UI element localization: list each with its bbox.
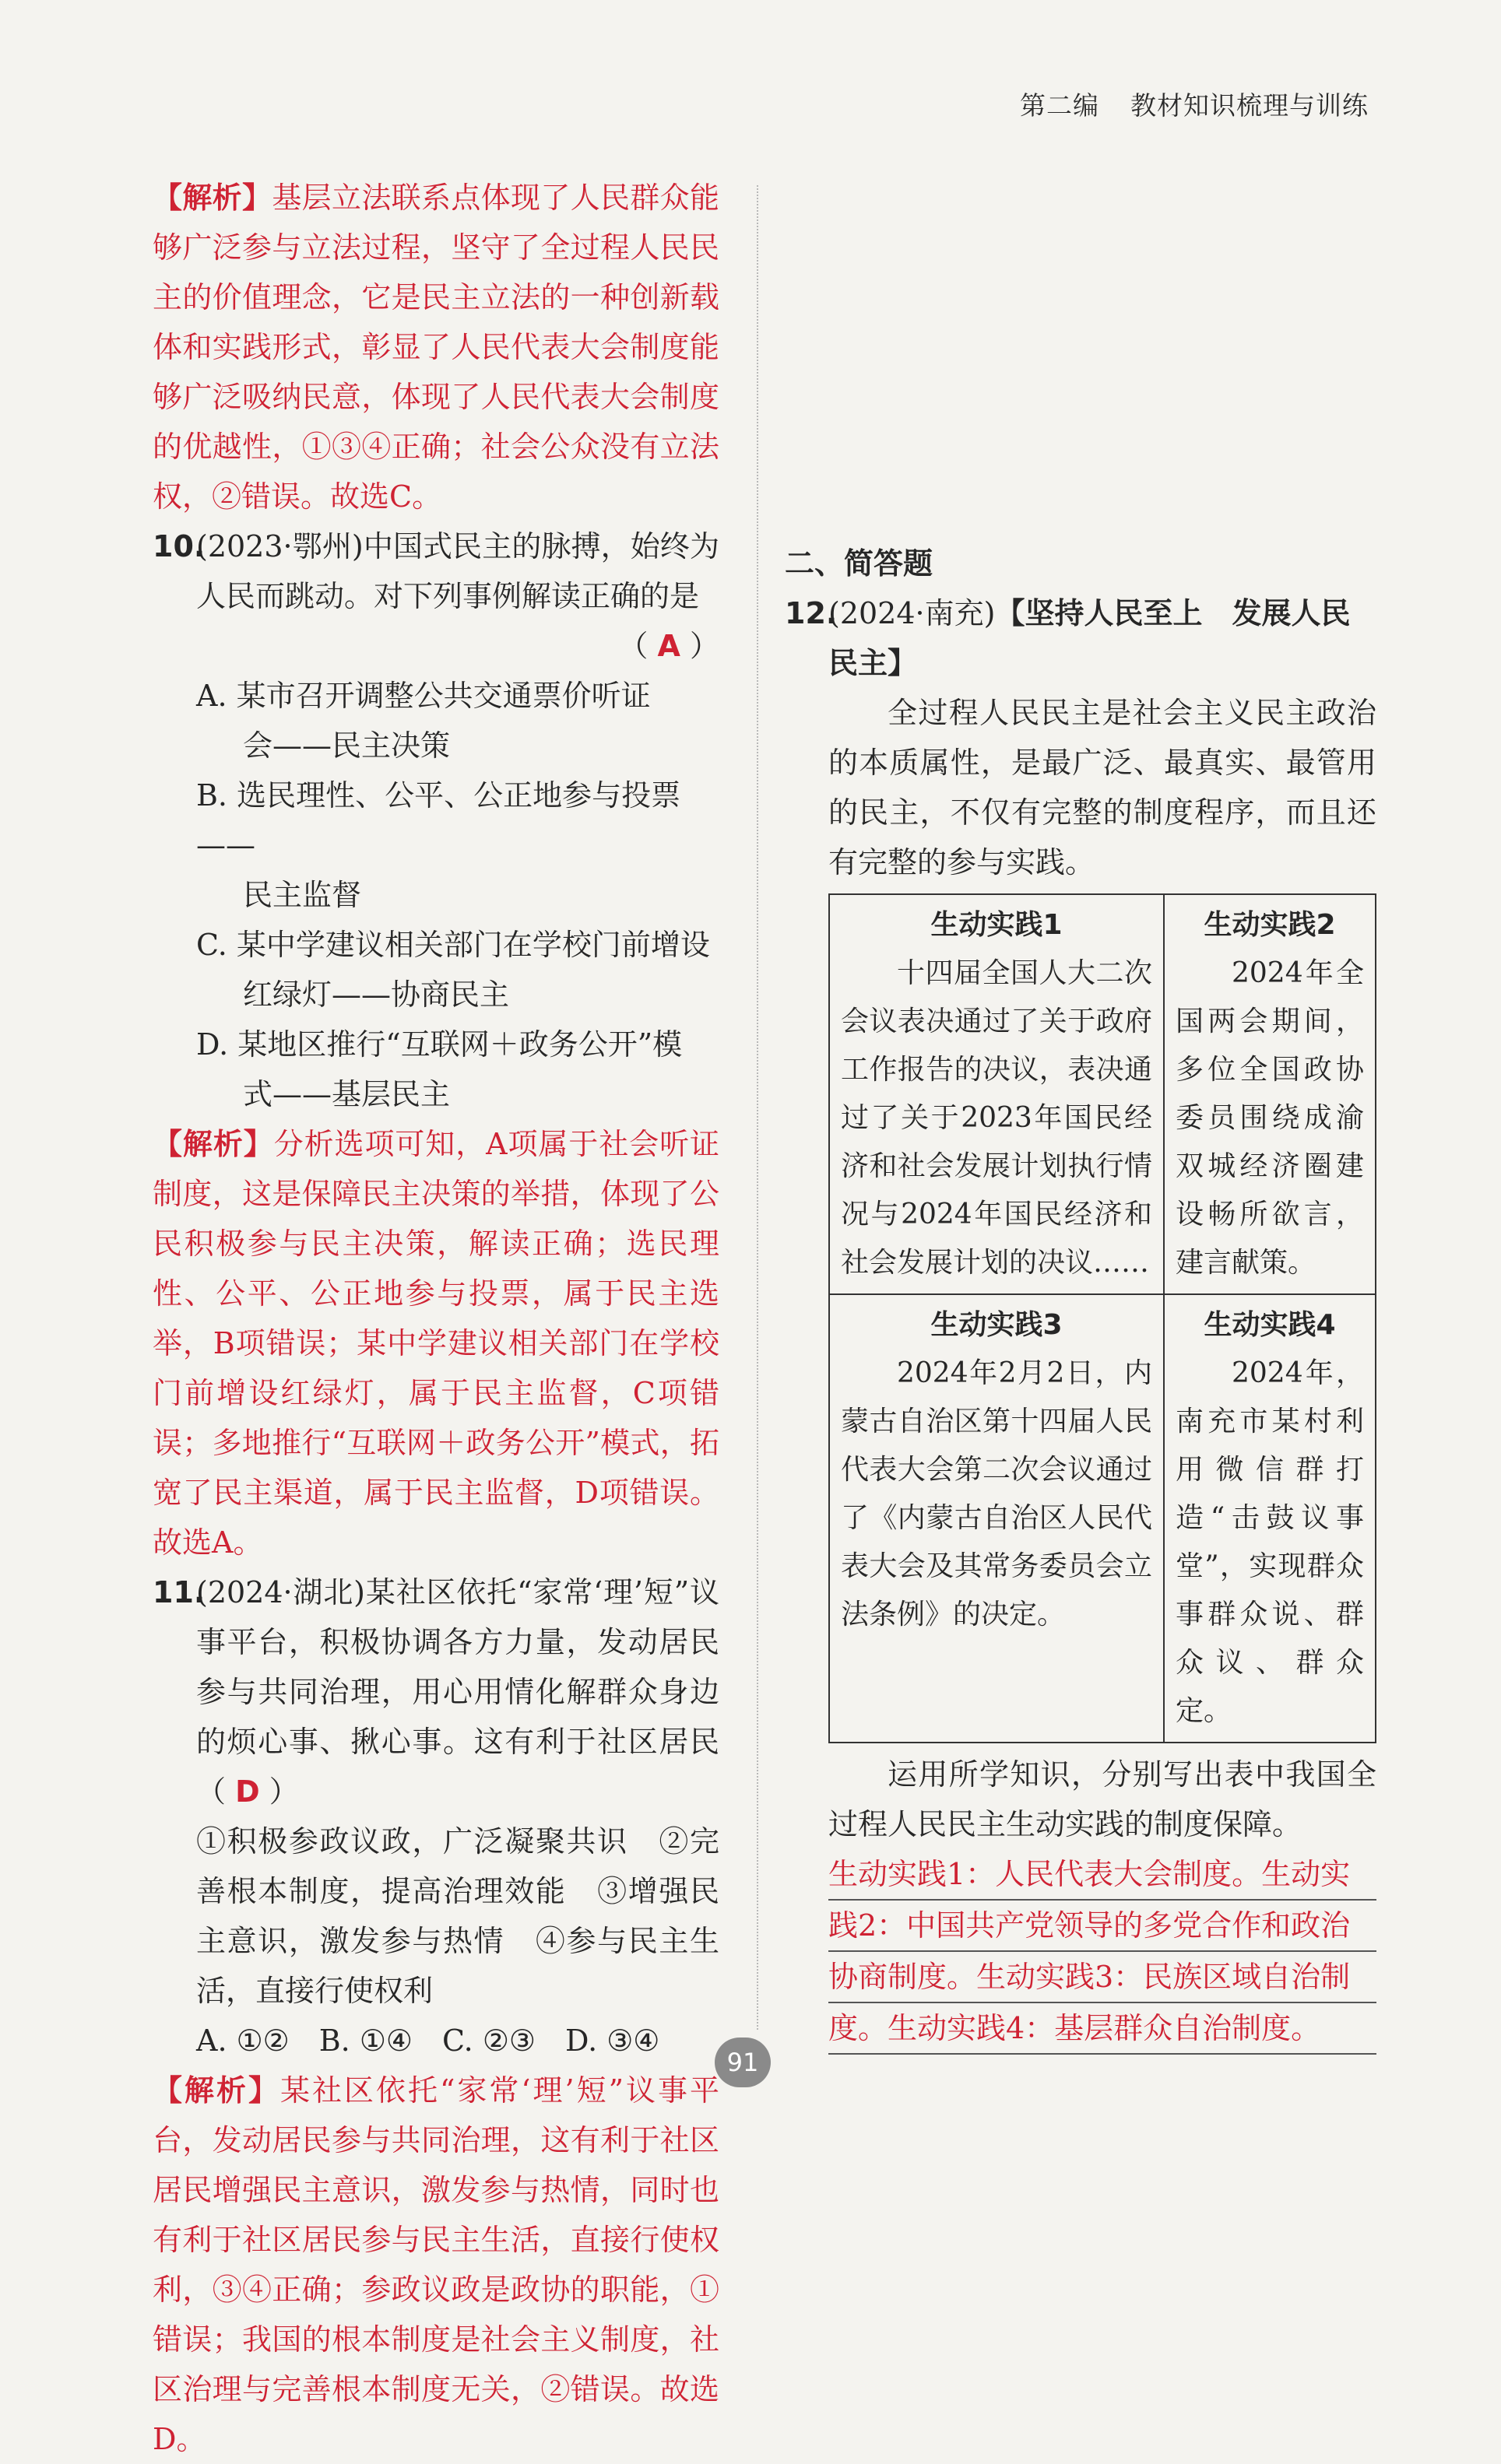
column-divider	[757, 185, 758, 2030]
q11-analysis: 【解析】某社区依托“家常‘理’短”议事平台，发动居民参与共同治理，这有利于社区居民增强民主意识，激发参与热情，同时也有利于社区居民参与民主生活，直接行使权利，③④正确；参政议政是政协的职能，①错误；我国的根本制度是社会主义制度，社区治理与完善根本制度无关，②错误。故选D。	[153, 2073, 719, 2456]
question-number: 11.	[153, 1575, 206, 1609]
q11-answer: D	[235, 1774, 260, 1809]
q10-options	[153, 671, 719, 1119]
right-column	[785, 173, 1376, 2055]
answer-line: 生动实践1：人民代表大会制度。生动实	[828, 1849, 1376, 1901]
answer-line: 协商制度。生动实践3：民族区域自治制	[828, 1952, 1376, 2003]
q12-answer	[785, 1849, 1376, 2055]
practice-cell-1: 生动实践1 十四届全国人大二次会议表决通过了关于政府工作报告的决议，表决通过了关于2023年国民经济和社会发展计划执行情况与2024年国民经济和社会发展计划的决议……	[829, 894, 1164, 1294]
table-row	[829, 1294, 1376, 1743]
option-b: B. 选民理性、公平、公正地参与投票—— 民主监督	[196, 778, 681, 912]
q11-statements: ①积极参政议政，广泛凝聚共识 ②完善根本制度，提高治理效能 ③增强民主意识，激发参与热情 ④参与民主生活，直接行使权利	[196, 1824, 719, 2008]
q12-passage: 全过程人民民主是社会主义民主政治的本质属性，是最广泛、最真实、最管用的民主，不仅有完整的制度程序，而且还有完整的参与实践。	[828, 696, 1376, 879]
q12-topic: 【坚持人民至上 发展人民民主】	[828, 596, 1351, 680]
question-11	[153, 1567, 719, 1816]
question-12	[785, 588, 1376, 688]
question-number: 10.	[153, 529, 206, 563]
q10-answer: A	[657, 629, 680, 663]
q11-stem: (2024·湖北)某社区依托“家常‘理’短”议事平台，积极协调各方力量，发动居民参与共同治理，用心用情化解群众身边的烦心事、揪心事。这有利于社区居民（ D ）	[196, 1575, 719, 1809]
q12-instruction: 运用所学知识，分别写出表中我国全过程人民民主生动实践的制度保障。	[828, 1757, 1376, 1841]
header-title: 教材知识梳理与训练	[1130, 90, 1369, 121]
answer-line: 度。生动实践4：基层群众自治制度。	[828, 2003, 1376, 2055]
option-c: C. 某中学建议相关部门在学校门前增设 红绿灯——协商民主	[196, 928, 710, 1012]
q9-analysis-text: 基层立法联系点体现了人民群众能够广泛参与立法过程，坚守了全过程人民民主的价值理念，它是民主立法的一种创新载体和实践形式，彰显了人民代表大会制度能够广泛吸纳民意，体现了人民代表大会制度的优越性，①③④正确；社会公众没有立法权，②错误。故选C。	[153, 181, 719, 514]
left-column	[153, 173, 719, 2464]
q9-analysis	[153, 173, 719, 521]
header-part: 第二编	[1020, 90, 1099, 121]
q10-analysis: 【解析】分析选项可知，A项属于社会听证制度，这是保障民主决策的举措，体现了公民积极参与民主决策，解读正确；选民理性、公平、公正地参与投票，属于民主选举，B项错误；某中学建议相关部门在学校门前增设红绿灯，属于民主监督，C项错误；多地推行“互联网＋政务公开”模式，拓宽了民主渠道，属于民主监督，D项错误。故选A。	[153, 1127, 719, 1560]
option-d: D. 某地区推行“互联网＋政务公开”模 式——基层民主	[196, 1027, 683, 1111]
option-a: A. 某市召开调整公共交通票价听证 会——民主决策	[196, 679, 651, 763]
answer-line: 践2：中国共产党领导的多党合作和政治	[828, 1901, 1376, 1952]
analysis-tag: 【解析】	[153, 181, 272, 215]
q10-stem: (2023·鄂州)中国式民主的脉搏，始终为人民而跳动。对下列事例解读正确的是	[196, 529, 719, 613]
question-number: 12.	[785, 596, 838, 630]
question-10	[153, 521, 719, 671]
q11-analysis-continuation-space	[785, 173, 1376, 539]
q12-source: (2024·南充)	[828, 596, 996, 630]
table-row	[829, 894, 1376, 1294]
analysis-tag: 【解析】	[153, 1127, 274, 1161]
practice-cell-4: 生动实践4 2024年，南充市某村利用微信群打造“击鼓议事堂”，实现群众事群众说、群众议、群众定。	[1164, 1294, 1376, 1743]
q11-choices: A. ①② B. ①④ C. ②③ D. ③④	[196, 2023, 660, 2058]
practice-cell-3: 生动实践3 2024年2月2日，内蒙古自治区第十四届人民代表大会第二次会议通过了《内蒙古自治区人民代表大会及其常务委员会立法条例》的决定。	[829, 1294, 1164, 1743]
page-header	[989, 86, 1369, 122]
analysis-tag: 【解析】	[153, 2073, 280, 2108]
practice-cell-2: 生动实践2 2024年全国两会期间，多位全国政协委员围绕成渝双城经济圈建设畅所欲言，建言献策。	[1164, 894, 1376, 1294]
page-number: 91	[715, 2038, 771, 2087]
section-title: 二、简答题	[785, 546, 933, 581]
answer-bracket: （ A ）	[618, 629, 719, 663]
practice-table	[828, 893, 1376, 1743]
